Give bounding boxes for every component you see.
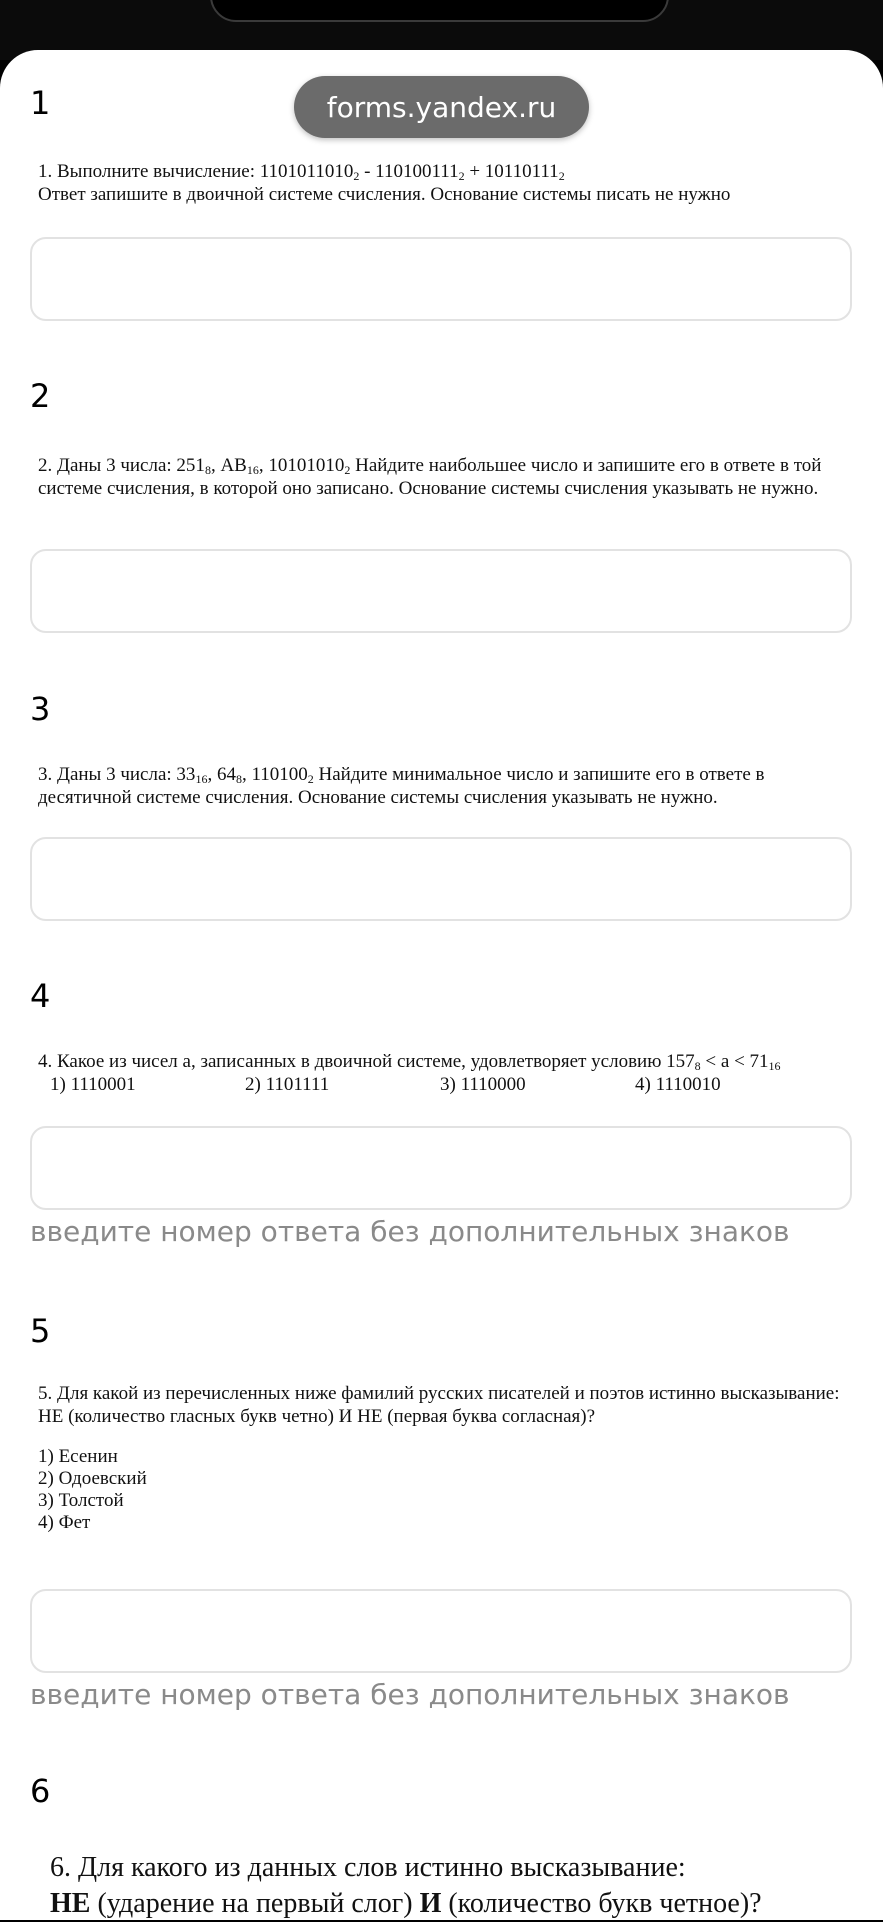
answer-input-2[interactable] — [30, 549, 852, 633]
question-text-5: 5. Для какой из перечисленных ниже фамилий русских писателей и поэтов истинно высказывание: НЕ (количество гласных букв четно) И НЕ (первая буква согласная)? 1) Есенин 2) Одоевский 3) Толстой 4) Фет — [38, 1382, 848, 1534]
question-text-6: 6. Для какого из данных слов истинно высказывание: НЕ (ударение на первый слог) И (количество букв четное)? — [50, 1852, 762, 1919]
answer-hint-5: введите номер ответа без дополнительных знаков — [30, 1678, 790, 1711]
answer-hint-4: введите номер ответа без дополнительных знаков — [30, 1215, 790, 1248]
option-list-4: 1) 1110001 2) 1101111 3) 1110000 4) 1110010 — [50, 1074, 721, 1095]
answer-input-4[interactable] — [30, 1126, 852, 1210]
question-number-1: 1 — [30, 84, 51, 122]
url-text: forms.yandex.ru — [326, 90, 557, 124]
device-notch — [210, 0, 669, 22]
answer-input-1[interactable] — [30, 237, 852, 321]
answer-input-5[interactable] — [30, 1589, 852, 1673]
question-text-4: 4. Какое из чисел а, записанных в двоичной системе, удовлетворяет условию $157_8 < a < 71_{16}$ 1) 1110001 2) 1101111 3) 1110000 4) 1110010 — [38, 1050, 848, 1096]
answer-input-3[interactable] — [30, 837, 852, 921]
question-number-6: 6 — [30, 1772, 51, 1810]
question-number-2: 2 — [30, 377, 51, 415]
url-pill[interactable] — [294, 76, 589, 138]
question-number-4: 4 — [30, 977, 51, 1015]
question-text-3: 3. Даны 3 числа: $33_{16}$, $64_8$, $110100_2$ Найдите минимальное число и запишите его в ответе в десятичной системе счисления. Основание системы счисления указывать не нужно. — [38, 764, 765, 808]
question-text-1: 1. Выполните вычисление: $1101011010_2 - 110100111_2 + 10110111_2$ Ответ запишите в двоичной системе счисления. Основание системы писать не нужно — [38, 161, 731, 205]
question-text-2: 2. Даны 3 числа: $251_8$, $AB_{16}$, $10101010_2$ Найдите наибольшее число и запишите его в ответе в той системе счисления, в которой оно записано. Основание системы счисления указывать не нужно. — [38, 455, 822, 499]
form-page — [0, 50, 883, 1920]
question-number-3: 3 — [30, 690, 51, 728]
option-list-5: 1) Есенин 2) Одоевский 3) Толстой 4) Фет — [38, 1446, 147, 1533]
question-number-5: 5 — [30, 1312, 51, 1350]
